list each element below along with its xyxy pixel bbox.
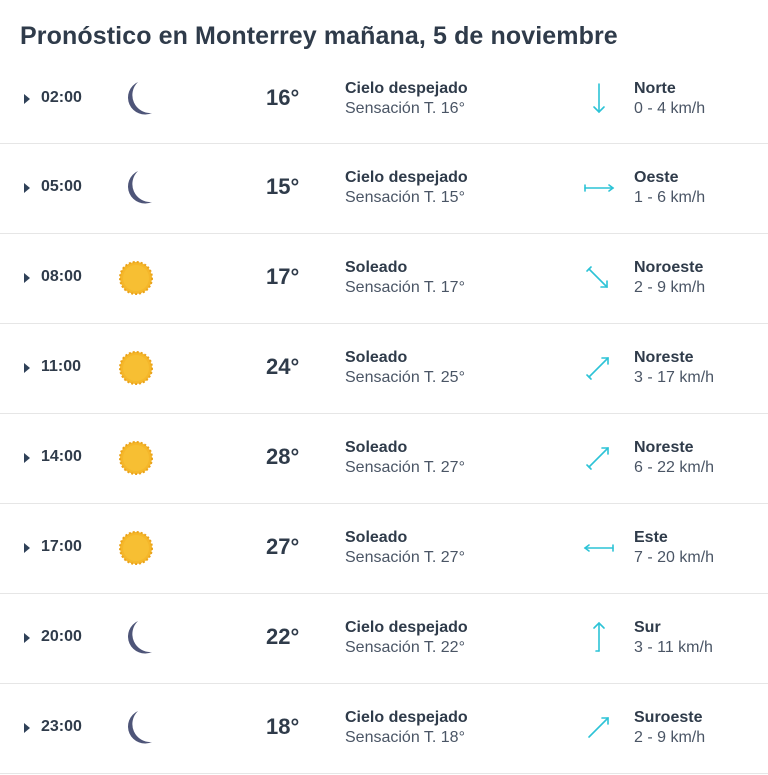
forecast-row[interactable] (0, 234, 768, 324)
wind-direction: Suroeste (634, 709, 703, 726)
wind-speed: 2 - 9 km/h (634, 729, 706, 746)
page-title: Pronóstico en Monterrey mañana, 5 de noviembre (20, 22, 618, 50)
temperature: 16° (266, 85, 300, 110)
sky-condition: Cielo despejado (345, 619, 468, 636)
wind-direction: Noreste (634, 439, 694, 456)
forecast-row[interactable] (0, 144, 768, 234)
temperature: 22° (266, 624, 300, 649)
feels-like: Sensación T. 27° (345, 459, 465, 476)
sky-condition: Cielo despejado (345, 169, 468, 186)
forecast-time: 20:00 (41, 628, 82, 645)
temperature: 15° (266, 174, 300, 199)
wind-speed: 3 - 17 km/h (634, 369, 715, 386)
moon-icon (114, 166, 158, 210)
arrow-up-right-icon (581, 439, 617, 475)
feels-like: Sensación T. 15° (345, 189, 465, 206)
wind-speed: 2 - 9 km/h (634, 279, 706, 296)
wind-direction: Este (634, 529, 668, 546)
wind-direction: Norte (634, 80, 676, 97)
forecast-time: 14:00 (41, 448, 82, 465)
arrow-down-right-icon (581, 259, 617, 295)
wind-speed: 6 - 22 km/h (634, 459, 715, 476)
moon-icon (114, 616, 158, 660)
arrow-right-icon (581, 169, 617, 205)
arrow-up-right-icon (581, 709, 617, 745)
sky-condition: Cielo despejado (345, 80, 468, 97)
forecast-time: 11:00 (41, 358, 82, 375)
wind-speed: 0 - 4 km/h (634, 100, 706, 117)
wind-direction: Noreste (634, 349, 694, 366)
forecast-time: 02:00 (41, 89, 82, 106)
feels-like: Sensación T. 18° (345, 729, 465, 746)
sky-condition: Cielo despejado (345, 709, 468, 726)
feels-like: Sensación T. 16° (345, 100, 465, 117)
moon-icon (114, 706, 158, 750)
sun-icon (114, 256, 158, 300)
forecast-row[interactable] (0, 55, 768, 144)
sky-condition: Soleado (345, 349, 408, 366)
forecast-list (0, 55, 768, 774)
sun-icon (114, 436, 158, 480)
forecast-row[interactable] (0, 594, 768, 684)
forecast-row[interactable] (0, 504, 768, 594)
expand-triangle-icon[interactable] (24, 94, 30, 104)
expand-triangle-icon[interactable] (24, 183, 30, 193)
arrow-left-icon (581, 529, 617, 565)
expand-triangle-icon[interactable] (24, 363, 30, 373)
wind-direction: Oeste (634, 169, 679, 186)
arrow-up-right-icon (581, 349, 617, 385)
forecast-time: 05:00 (41, 178, 82, 195)
wind-speed: 7 - 20 km/h (634, 549, 715, 566)
wind-direction: Noroeste (634, 259, 704, 276)
wind-speed: 3 - 11 km/h (634, 639, 713, 656)
forecast-row[interactable] (0, 414, 768, 504)
sky-condition: Soleado (345, 259, 408, 276)
sun-icon (114, 346, 158, 390)
feels-like: Sensación T. 25° (345, 369, 465, 386)
forecast-row[interactable] (0, 324, 768, 414)
temperature: 24° (266, 354, 300, 379)
temperature: 27° (266, 534, 300, 559)
feels-like: Sensación T. 27° (345, 549, 465, 566)
moon-icon (114, 77, 158, 121)
wind-direction: Sur (634, 619, 661, 636)
sky-condition: Soleado (345, 439, 408, 456)
arrow-down-icon (581, 80, 617, 116)
temperature: 18° (266, 714, 300, 739)
forecast-time: 23:00 (41, 718, 82, 735)
expand-triangle-icon[interactable] (24, 723, 30, 733)
arrow-up-icon (581, 619, 617, 655)
feels-like: Sensación T. 17° (345, 279, 465, 296)
sun-icon (114, 526, 158, 570)
expand-triangle-icon[interactable] (24, 543, 30, 553)
wind-speed: 1 - 6 km/h (634, 189, 706, 206)
sky-condition: Soleado (345, 529, 408, 546)
forecast-time: 17:00 (41, 538, 82, 555)
forecast-row[interactable] (0, 684, 768, 774)
temperature: 28° (266, 444, 300, 469)
temperature: 17° (266, 264, 300, 289)
feels-like: Sensación T. 22° (345, 639, 465, 656)
expand-triangle-icon[interactable] (24, 273, 30, 283)
expand-triangle-icon[interactable] (24, 633, 30, 643)
expand-triangle-icon[interactable] (24, 453, 30, 463)
forecast-time: 08:00 (41, 268, 82, 285)
